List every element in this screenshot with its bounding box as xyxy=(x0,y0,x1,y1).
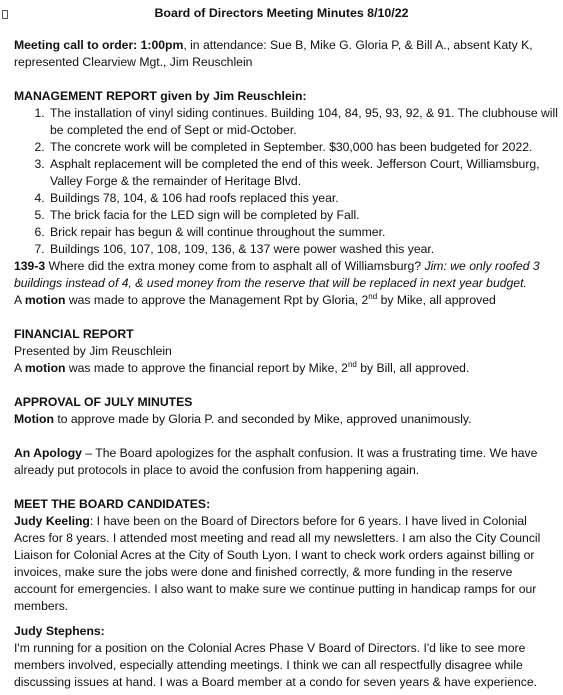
july-minutes-motion: Motion to approve made by Gloria P. and seconded by Mike, approved unanimously. xyxy=(14,412,472,426)
list-item: 5. The brick facia for the LED sign will be completed by Fall. xyxy=(48,207,558,224)
question-text: Where did the extra money come from to asphalt all of Williamsburg? xyxy=(45,259,425,273)
answer-text: Jim: we only roofed 3 buildings instead of 4, & used money from the reserve that will be replaced in next year budget. xyxy=(14,259,540,290)
management-heading: MANAGEMENT REPORT given by Jim Reuschlein: xyxy=(14,89,307,103)
candidate-statement: : I have been on the Board of Directors before for 6 years. I have lived in Colonial Acres for 8 years. I attended most meeting and read all my newsletters. I am also the City Council Liaison for Colonial Acres at the City of South Lyon. I want to check work orders against billing or invoices, make sure the jobs were done and finished correctly, & more funding in the reserve account for emergencies. I also want to make sure we continue putting in handicap ramps for our members. xyxy=(14,514,541,613)
apology-paragraph xyxy=(14,445,558,479)
candidate-keeling xyxy=(14,513,558,615)
financial-motion: A motion was made to approve the financial report by Mike, 2nd by Bill, all approved. xyxy=(14,359,470,375)
call-to-order-label: Meeting call to order: xyxy=(14,38,138,52)
apology-text: – The Board apologizes for the asphalt confusion. It was a frustrating time. We have already put protocols in place to avoid the confusion from happening again. xyxy=(14,446,538,477)
list-item: 4. Buildings 78, 104, & 106 had roofs replaced this year. xyxy=(48,190,558,207)
financial-presented: Presented by Jim Reuschlein xyxy=(14,344,172,358)
list-item: 3. Asphalt replacement will be completed the end of this week. Jefferson Court, Williamsburg, Valley Forge & the remainder of Heritage Blvd. xyxy=(48,156,558,190)
candidate-stephens-name: Judy Stephens: xyxy=(14,624,105,638)
document-body xyxy=(14,37,558,691)
candidates-heading: MEET THE BOARD CANDIDATES: xyxy=(14,497,211,511)
list-item: 1. The installation of vinyl siding continues. Building 104, 84, 95, 93, 92, & 91. The clubhouse will be completed the end of Sept or mid-October. xyxy=(48,105,558,139)
page-title: Board of Directors Meeting Minutes 8/10/22 xyxy=(154,6,409,20)
motion-word: motion xyxy=(24,361,66,375)
financial-heading: FINANCIAL REPORT xyxy=(14,327,134,341)
candidate-name: Judy Keeling xyxy=(14,514,90,528)
management-motion: A motion was made to approve the Management Rpt by Gloria, 2nd by Mike, all approved xyxy=(14,291,496,307)
question-unit: 139-3 xyxy=(14,259,46,273)
july-minutes-heading: APPROVAL OF JULY MINUTES xyxy=(14,395,193,409)
call-to-order-time: 1:00pm xyxy=(140,38,184,52)
management-items-list xyxy=(14,105,558,258)
management-question xyxy=(14,258,558,292)
call-to-order-text: , in attendance: Sue B, Mike G. Gloria P, & Bill A., absent Katy K, represented Clearview Mgt., Jim Reuschlein xyxy=(14,38,533,69)
list-item: 6. Brick repair has begun & will continue throughout the summer. xyxy=(48,224,558,241)
list-item: 7. Buildings 106, 107, 108, 109, 136, & 137 were power washed this year. xyxy=(48,241,558,258)
motion-word: Motion xyxy=(14,412,54,426)
candidate-stephens-statement: I'm running for a position on the Colonial Acres Phase V Board of Directors. I'd like to see more members involved, especially attending meetings. I think we can all respectfully disagree while discussing issues at hand. I was a Board member at a condo for seven years & have experience. xyxy=(14,641,537,689)
apology-label: An Apology xyxy=(14,446,82,460)
list-item: 2. The concrete work will be completed in September. $30,000 has been budgeted for 2022. xyxy=(48,139,558,156)
call-to-order-paragraph xyxy=(14,37,558,71)
motion-word: motion xyxy=(24,293,66,307)
